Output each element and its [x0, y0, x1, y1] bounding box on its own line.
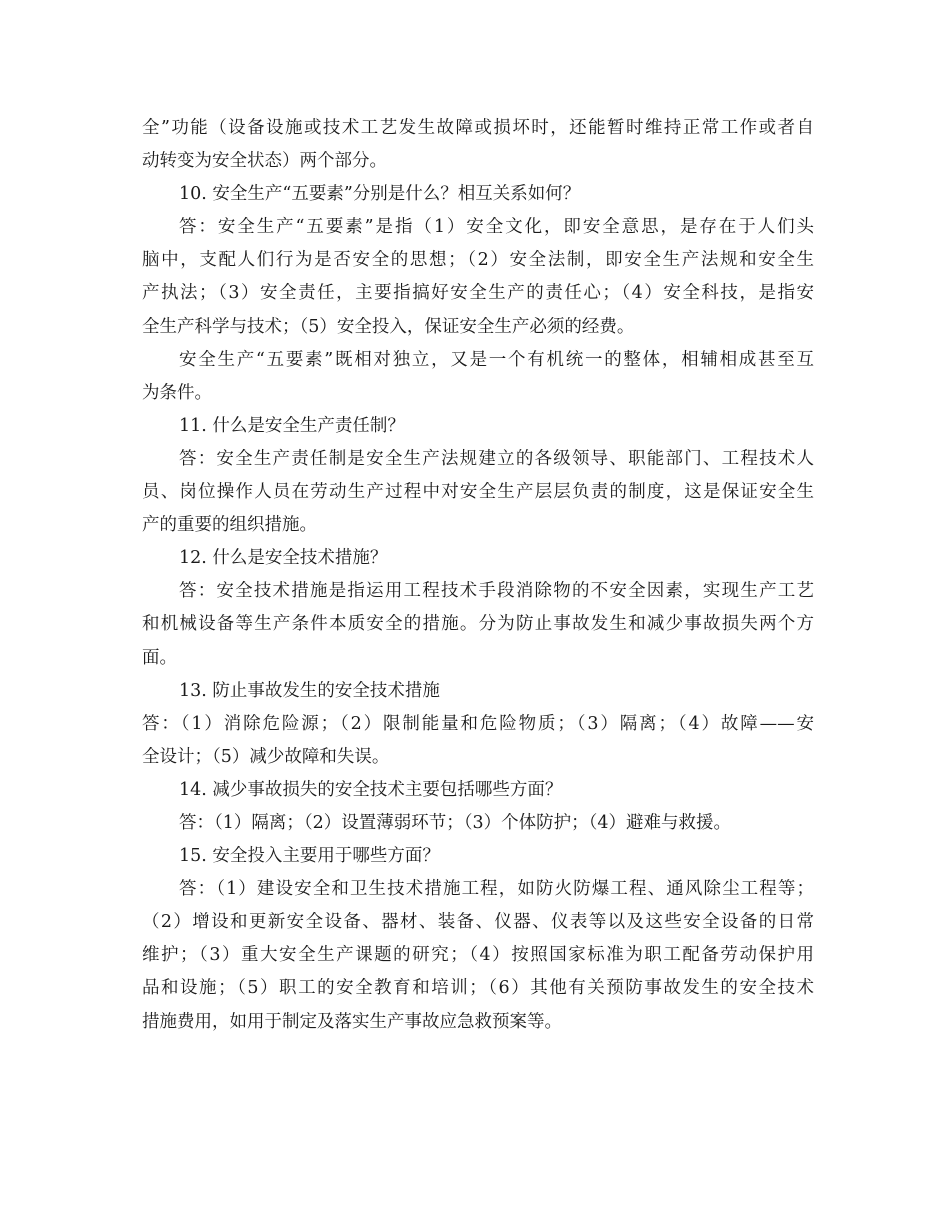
question-heading: 10. 安全生产“五要素”分别是什么？相互关系如何？: [179, 184, 581, 205]
answer-line: 维护；（3）重大安全生产课题的研究；（4）按照国家标准为职工配备劳动保护用: [142, 945, 814, 966]
question-heading: 13. 防止事故发生的安全技术措施: [179, 680, 440, 701]
answer-line: 为条件。: [142, 382, 212, 403]
answer-line: 措施费用，如用于制定及落实生产事故应急救预案等。: [142, 1011, 562, 1032]
answer-line: 答：（1）消除危险源；（2）限制能量和危险物质；（3）隔离；（4）故障——安: [142, 713, 814, 734]
answer-line: 面。: [142, 647, 177, 668]
question-heading: 15. 安全投入主要用于哪些方面？: [179, 846, 440, 867]
question-heading: 12. 什么是安全技术措施？: [179, 548, 388, 569]
answer-line: 产执法；（3）安全责任，主要指搞好安全生产的责任心；（4）安全科技，是指安: [142, 283, 814, 304]
answer-line: 答：（1）隔离；（2）设置薄弱环节；（3）个体防护；（4）避难与救援。: [179, 812, 732, 833]
answer-line: 产的重要的组织措施。: [142, 515, 317, 536]
answer-line: 全设计；（5）减少故障和失误。: [142, 746, 390, 767]
answer-line: （2）增设和更新安全设备、器材、装备、仪器、仪表等以及这些安全设备的日常: [142, 912, 814, 933]
document-body: [142, 112, 814, 1039]
answer-line: 答：（1）建设安全和卫生技术措施工程，如防火防爆工程、通风除尘工程等；: [179, 879, 814, 900]
answer-line: 答：安全技术措施是指运用工程技术手段消除物的不安全因素，实现生产工艺: [179, 581, 814, 602]
question-heading: 14. 减少事故损失的安全技术主要包括哪些方面？: [179, 779, 563, 800]
text-line: 全”功能（设备设施或技术工艺发生故障或损坏时，还能暂时维持正常工作或者自: [142, 118, 814, 138]
text-line: 动转变为安全状态）两个部分。: [142, 151, 387, 172]
answer-line: 脑中，支配人们行为是否安全的思想；（2）安全法制，即安全生产法规和安全生: [142, 250, 814, 271]
answer-line: 全生产科学与技术；（5）安全投入，保证安全生产必须的经费。: [142, 316, 635, 337]
answer-line: 品和设施；（5）职工的安全教育和培训；（6）其他有关预防事故发生的安全技术: [142, 978, 814, 999]
answer-line: 答：安全生产“五要素”是指（1）安全文化，即安全意思，是存在于人们头: [179, 217, 814, 238]
question-heading: 11. 什么是安全生产责任制？: [179, 415, 405, 436]
answer-line: 答：安全生产责任制是安全生产法规建立的各级领导、职能部门、工程技术人: [179, 448, 814, 469]
answer-line: 安全生产“五要素”既相对独立，又是一个有机统一的整体，相辅相成甚至互: [179, 349, 814, 370]
answer-line: 员、岗位操作人员在劳动生产过程中对安全生产层层负责的制度，这是保证安全生: [142, 482, 814, 503]
answer-line: 和机械设备等生产条件本质安全的措施。分为防止事故发生和减少事故损失两个方: [142, 614, 814, 635]
